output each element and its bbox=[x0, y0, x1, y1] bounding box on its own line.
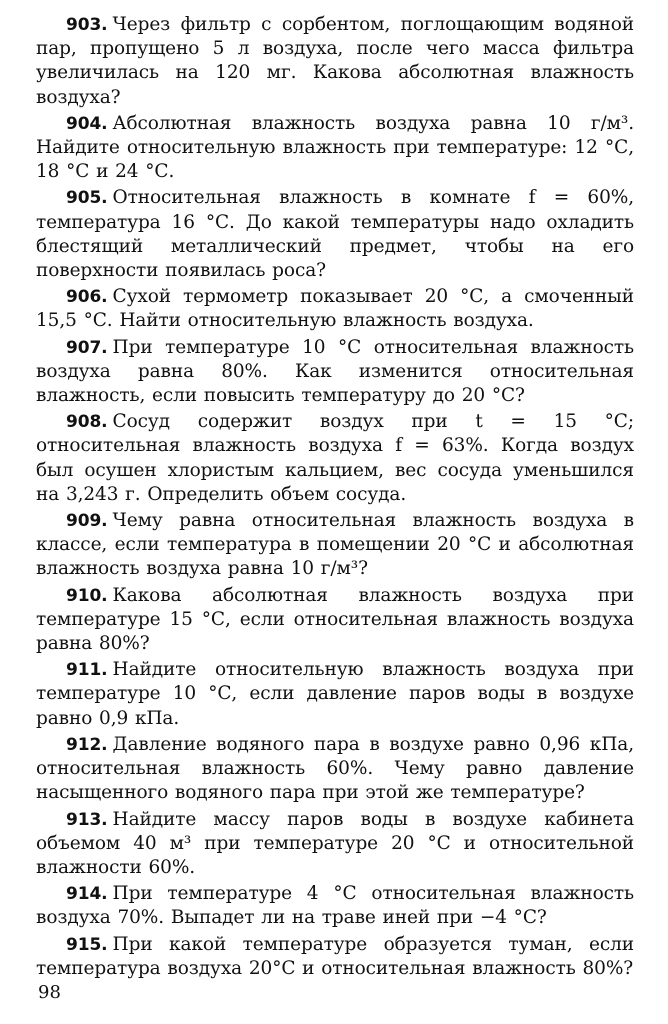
problem-text: При какой температуре образуется туман, если температура воздуха 20°С и относительная влажность 80%? bbox=[36, 933, 634, 979]
problem-text: Какова абсолютная влажность воздуха при температуре 15 °С, если относительная влажность воздуха равна 80%? bbox=[36, 584, 634, 655]
problem-item bbox=[36, 186, 634, 283]
problem-item bbox=[36, 112, 634, 185]
problem-item bbox=[36, 336, 634, 409]
problem-number: 905. bbox=[66, 188, 108, 209]
problem-number: 910. bbox=[66, 585, 108, 606]
problem-number: 903. bbox=[66, 15, 108, 35]
problem-text: Сосуд содержит воздух при t = 15 °С; относительная влажность воздуха f = 63%. Когда воздух был осушен хлористым кальцием, вес сосуда уменьшился на 3,243 г. Определить объем сосуда. bbox=[36, 411, 634, 505]
problem-number: 913. bbox=[66, 809, 108, 830]
problem-item bbox=[36, 13, 634, 110]
problem-number: 907. bbox=[66, 337, 108, 358]
problem-item bbox=[36, 882, 634, 930]
problem-number: 908. bbox=[66, 412, 108, 433]
problem-number: 906. bbox=[66, 287, 108, 308]
page-number: 98 bbox=[38, 982, 61, 1003]
problem-text: Абсолютная влажность воздуха равна 10 г/м³. Найдите относительную влажность при температуре: 12 °С, 18 °С и 24 °С. bbox=[36, 112, 634, 183]
problem-number: 904. bbox=[66, 113, 108, 134]
problem-item bbox=[36, 410, 634, 507]
problem-item bbox=[36, 808, 634, 881]
problem-text: Давление водяного пара в воздухе равно 0,96 кПа, относительная влажность 60%. Чему равно давление насыщенного водяного пара при этой же температуре? bbox=[36, 733, 634, 804]
problem-text: При температуре 4 °С относительная влажность воздуха 70%. Выпадет ли на траве иней при −4 °С? bbox=[36, 883, 634, 929]
problem-item bbox=[36, 285, 634, 333]
problem-number: 909. bbox=[66, 511, 108, 532]
problem-text: Найдите относительную влажность воздуха при температуре 10 °С, если давление паров воды в воздухе равно 0,9 кПа. bbox=[36, 659, 634, 729]
problem-number: 915. bbox=[66, 934, 108, 955]
problem-number: 911. bbox=[66, 660, 108, 681]
problem-item bbox=[36, 658, 634, 731]
problem-text: При температуре 10 °С относительная влажность воздуха равна 80%. Как изменится относительная влажность, если повысить температуру до 20 °С? bbox=[36, 336, 634, 407]
problem-text: Относительная влажность в комнате f = 60%, температура 16 °С. До какой температуры надо охладить блестящий металлический предмет, чтобы на его поверхности появилась роса? bbox=[36, 187, 634, 282]
problem-item bbox=[36, 733, 634, 806]
problem-text: Через фильтр с сорбентом, поглощающим водяной пар, пропущено 5 л воздуха, после чего масса фильтра увеличилась на 120 мг. Какова абсолютная влажность воздуха? bbox=[36, 14, 634, 108]
problem-item bbox=[36, 509, 634, 582]
problem-item bbox=[36, 584, 634, 657]
problem-text: Чему равна относительная влажность воздуха в классе, если температура в помещении 20 °С и абсолютная влажность воздуха равна 10 г/м³? bbox=[36, 510, 634, 580]
problem-list bbox=[36, 13, 634, 983]
problem-item bbox=[36, 933, 634, 981]
problem-text: Найдите массу паров воды в воздухе кабинета объемом 40 м³ при температуре 20 °С и относительной влажности 60%. bbox=[36, 808, 634, 878]
problem-text: Сухой термометр показывает 20 °С, а смоченный 15,5 °С. Найти относительную влажность воздуха. bbox=[36, 286, 634, 332]
problem-number: 914. bbox=[66, 884, 108, 905]
problem-number: 912. bbox=[66, 734, 108, 755]
